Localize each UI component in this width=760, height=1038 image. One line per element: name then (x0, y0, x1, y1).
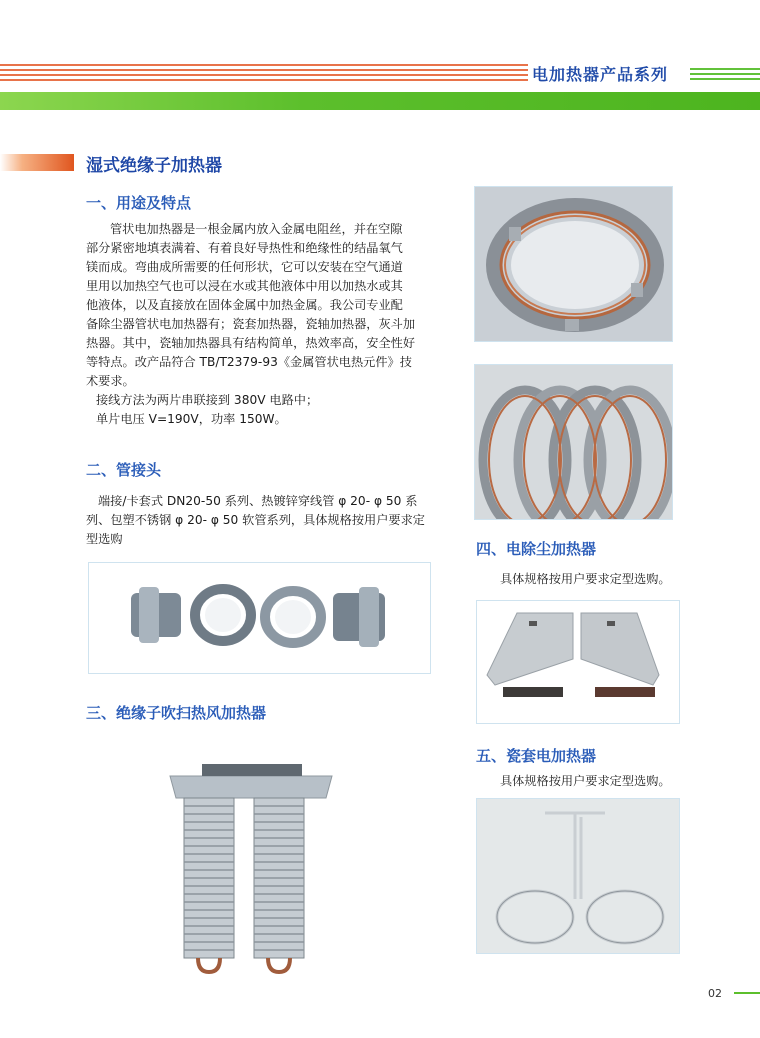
section-title-bar (0, 154, 74, 171)
header-title: 电加热器产品系列 (532, 65, 669, 84)
para-line: 备除尘器管状电加热器有；瓷套加热器，瓷轴加热器，灰斗加 (86, 317, 416, 331)
section-title: 湿式绝缘子加热器 (86, 156, 222, 176)
para-line: 管状电加热器是一根金属内放入金属电阻丝，并在空隙 (110, 222, 403, 236)
para-line: 他液体，以及直接放在固体金属中加热金属。我公司专业配 (86, 298, 403, 312)
para-line: 热器。其中，瓷轴加热器具有结构简单，热效率高，安全性好 (86, 336, 416, 350)
heading-ceramic-heater: 五、瓷套电加热器 (476, 747, 597, 765)
pipe-joint-photo (88, 562, 431, 674)
voltage-text: 单片电压 V=190V，功率 150W。 (96, 412, 287, 426)
para-line: 型选购 (86, 532, 123, 546)
header-green-band (0, 92, 760, 110)
page-number-line (734, 992, 760, 994)
header-decor-lines-right (690, 66, 760, 80)
heading-precipitator-heater: 四、电除尘加热器 (476, 540, 597, 558)
para-line: 里用以加热空气也可以浸在水或其他液体中用以加热水或其 (86, 279, 403, 293)
pipe-joint-paragraph (86, 492, 446, 549)
heading-blower-heater: 三、绝缘子吹扫热风加热器 (86, 704, 267, 722)
usage-paragraph (86, 220, 446, 429)
ceramic-note: 具体规格按用户要求定型选购。 (500, 774, 671, 788)
para-line: 端接/卡套式 DN20-50 系列、热镀锌穿线管 φ 20- φ 50 系 (98, 494, 418, 508)
para-line: 等特点。改产品符合 TB/T2379-93《金属管状电热元件》技 (86, 355, 412, 369)
para-line: 术要求。 (86, 374, 135, 388)
para-line: 部分紧密地填表满着、有着良好导热性和绝缘性的结晶氧气 (86, 241, 403, 255)
precipitator-heater-photo (476, 600, 680, 724)
wiring-text: 接线方法为两片串联接到 380V 电路中； (96, 393, 319, 407)
precipitator-note: 具体规格按用户要求定型选购。 (500, 572, 671, 586)
ceramic-heater-photo (476, 798, 680, 954)
ring-heater-photo (474, 186, 673, 342)
heading-usage-features: 一、用途及特点 (86, 194, 192, 212)
heading-pipe-joint: 二、管接头 (86, 461, 162, 479)
ring-heaters-group-photo (474, 364, 673, 520)
para-line: 列、包塑不锈钢 φ 20- φ 50 软管系列，具体规格按用户要求定 (86, 513, 425, 527)
page-number: 02 (708, 987, 722, 1000)
header-decor-lines (0, 62, 528, 82)
para-line: 镁而成。弯曲成所需要的任何形状，它可以安装在空气通道 (86, 260, 403, 274)
finned-heater-photo (162, 746, 344, 974)
